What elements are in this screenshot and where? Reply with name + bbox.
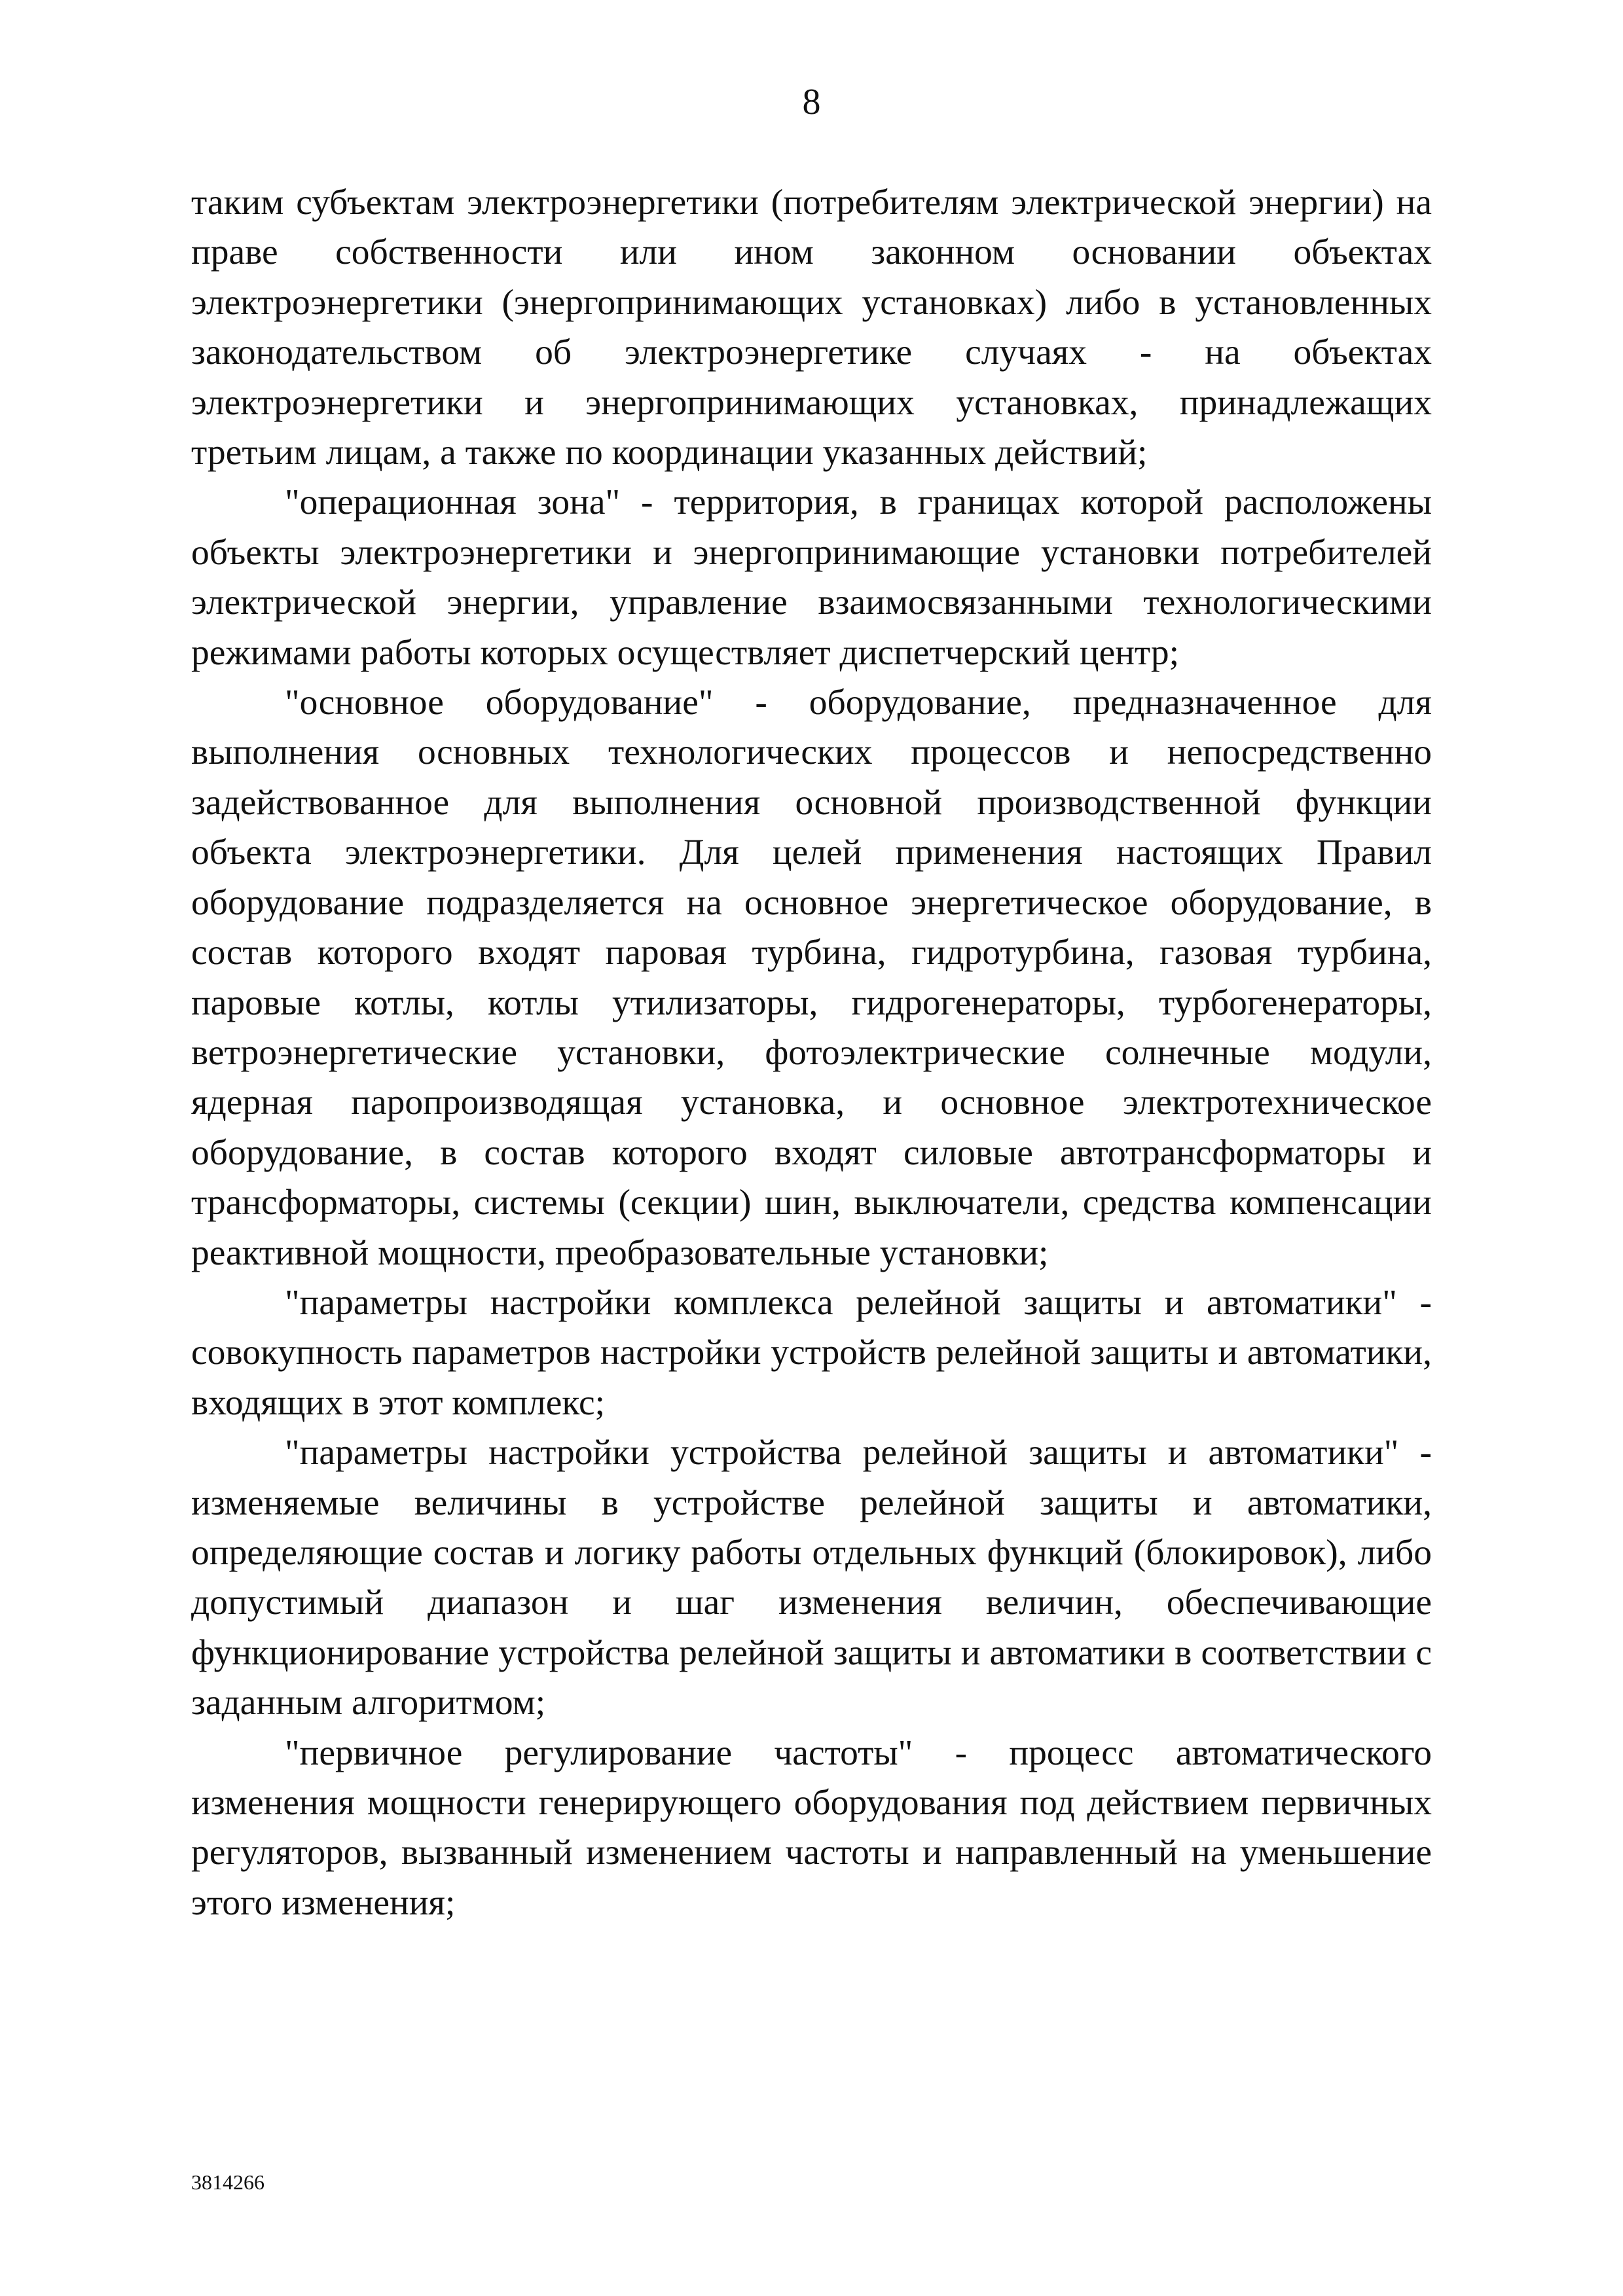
paragraph-continuation: таким субъектам электроэнергетики (потребителям электрической энергии) на праве собственности или ином законном основании объектах электроэнергетики (энергопринимающих установках) либо в установленных законодательством об электроэнергетике случаях - на объектах электроэнергетики и энергопринимающих установках, принадлежащих третьим лицам, а также по координации указанных действий; [191, 183, 1432, 473]
paragraph-device-settings: "параметры настройки устройства релейной защиты и автоматики" - изменяемые величины в устройстве релейной защиты и автоматики, определяющие состав и логику работы отдельных функций (блокировок), либо допустимый диапазон и шаг изменения величин, обеспечивающие функционирование устройства релейной защиты и автоматики в соответствии с заданным алгоритмом; [191, 1433, 1432, 1723]
paragraph-operational-zone: "операционная зона" - территория, в границах которой расположены объекты электроэнергетики и энергопринимающие установки потребителей электрической энергии, управление взаимосвязанными технологическими режимами работы которых осуществляет диспетчерский центр; [191, 482, 1432, 673]
document-body [191, 178, 1432, 1928]
paragraph-primary-frequency-regulation: "первичное регулирование частоты" - процесс автоматического изменения мощности генерирующего оборудования под действием первичных регуляторов, вызванный изменением частоты и направленный на уменьшение этого изменения; [191, 1732, 1432, 1923]
document-code: 3814266 [191, 2170, 264, 2194]
page-number: 8 [802, 82, 821, 122]
paragraph-main-equipment: "основное оборудование" - оборудование, предназначенное для выполнения основных технологических процессов и непосредственно задействованное для выполнения основной производственной функции объекта электроэнергетики. Для целей применения настоящих Правил оборудование подразделяется на основное энергетическое оборудование, в состав которого входят паровая турбина, гидротурбина, газовая турбина, паровые котлы, котлы утилизаторы, гидрогенераторы, турбогенераторы, ветроэнергетические установки, фотоэлектрические солнечные модули, ядерная паропроизводящая установка, и основное электротехническое оборудование, в состав которого входят силовые автотрансформаторы и трансформаторы, системы (секции) шин, выключатели, средства компенсации реактивной мощности, преобразовательные установки; [191, 683, 1432, 1273]
paragraph-complex-settings: "параметры настройки комплекса релейной защиты и автоматики" - совокупность параметров настройки устройств релейной защиты и автоматики, входящих в этот комплекс; [191, 1282, 1432, 1423]
